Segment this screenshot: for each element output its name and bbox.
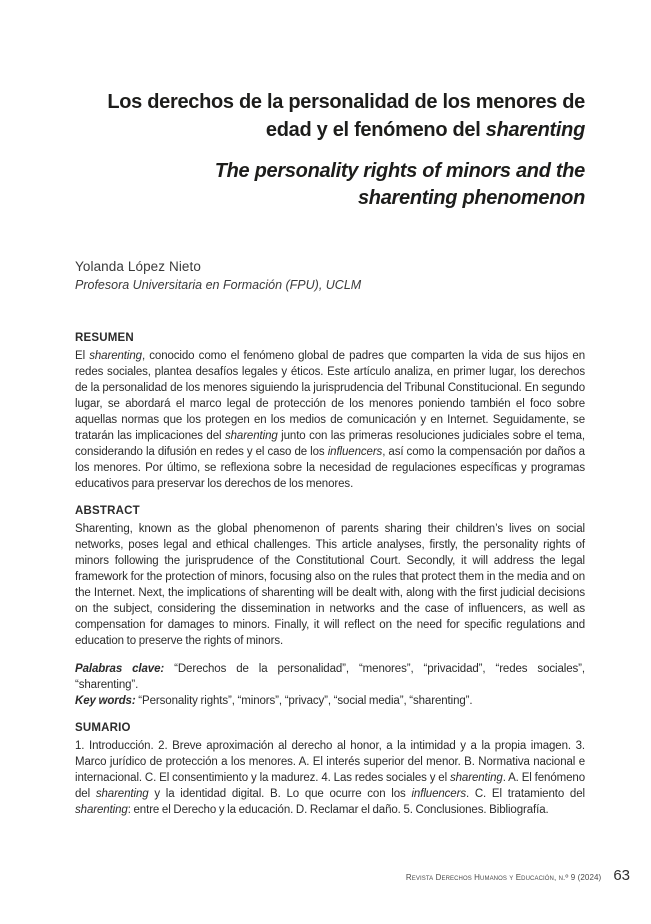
section-resumen (75, 331, 585, 492)
section-abstract (75, 504, 585, 649)
keywords-english: Key words: “Personality rights”, “minors”, “privacy”, “social media”, “sharenting”. (75, 695, 473, 707)
title-block (75, 88, 585, 212)
page-number: 63 (613, 867, 630, 884)
resumen-heading: RESUMEN (75, 332, 134, 344)
keywords-block (75, 661, 585, 709)
sumario-heading: SUMARIO (75, 722, 131, 734)
abstract-paragraph: Sharenting, known as the global phenomenon of parents sharing their children’s lives on social networks, poses legal and ethical challenges. This article analyses, firstly, the personality rights of minors following the jurisprudence of the Constitutional Court. Secondly, it will address the legal framework for the protection of minors, focusing also on the rules that protect them in the media and on the Internet. Next, the implications of sharenting will be dealt with, along with the first judicial decisions on the subject, considering the dissemination in networks and the case of influencers, as well as compensation for damages to minors. Finally, it will reflect on the need for specific regulations and education to preserve the rights of minors. (75, 523, 585, 647)
journal-citation: Revista Derechos Humanos y Educación, n.º 9 (2024) (405, 873, 602, 882)
resumen-paragraph: El sharenting, conocido como el fenómeno global de padres que comparten la vida de sus hijos en redes sociales, plantea desafíos legales y éticos. Este artículo analiza, en primer lugar, los derechos de la personalidad de los menores siguiendo la jurisprudencia del Tribunal Constitucional. En segundo lugar, se abordará el marco legal de protección de los menores poniendo también el foco sobre aquellas normas que los protegen en los medios de comunicación y en Internet. Seguidamente, se tratarán las implicaciones del sharenting junto con las primeras resoluciones judiciales sobre el tema, considerando la difusión en redes y el caso de los influencers, así como la compensación por daños a los menores. Por último, se reflexiona sobre la necesidad de regulaciones específicas y programas educativos para preservar los derechos de los menores. (75, 350, 585, 490)
author-block (75, 258, 585, 293)
keywords-spanish: Palabras clave: “Derechos de la personalidad”, “menores”, “privacidad”, “redes sociales”, “sharenting”. (75, 663, 586, 691)
article-title-english: The personality rights of minors and the sharenting phenomenon (214, 160, 585, 209)
abstract-heading: ABSTRACT (75, 505, 140, 517)
author-affiliation: Profesora Universitaria en Formación (FPU), UCLM (75, 278, 362, 292)
author-name: Yolanda López Nieto (75, 259, 202, 274)
article-title-spanish: Los derechos de la personalidad de los menores de edad y el fenómeno del sharenting (107, 91, 585, 141)
section-sumario (75, 721, 585, 818)
page-footer (406, 867, 630, 884)
sumario-paragraph: 1. Introducción. 2. Breve aproximación al derecho al honor, a la intimidad y a la propia imagen. 3. Marco jurídico de protección a los menores. A. El interés superior del menor. B. Normativa nacional e internacional. C. El consentimiento y la madurez. 4. Las redes sociales y el sharenting. A. El fenómeno del sharenting y la identidad digital. B. Lo que ocurre con los influencers. C. El tratamiento del sharenting: entre el Derecho y la educación. D. Reclamar el daño. 5. Conclusiones. Bibliografía. (75, 740, 585, 816)
